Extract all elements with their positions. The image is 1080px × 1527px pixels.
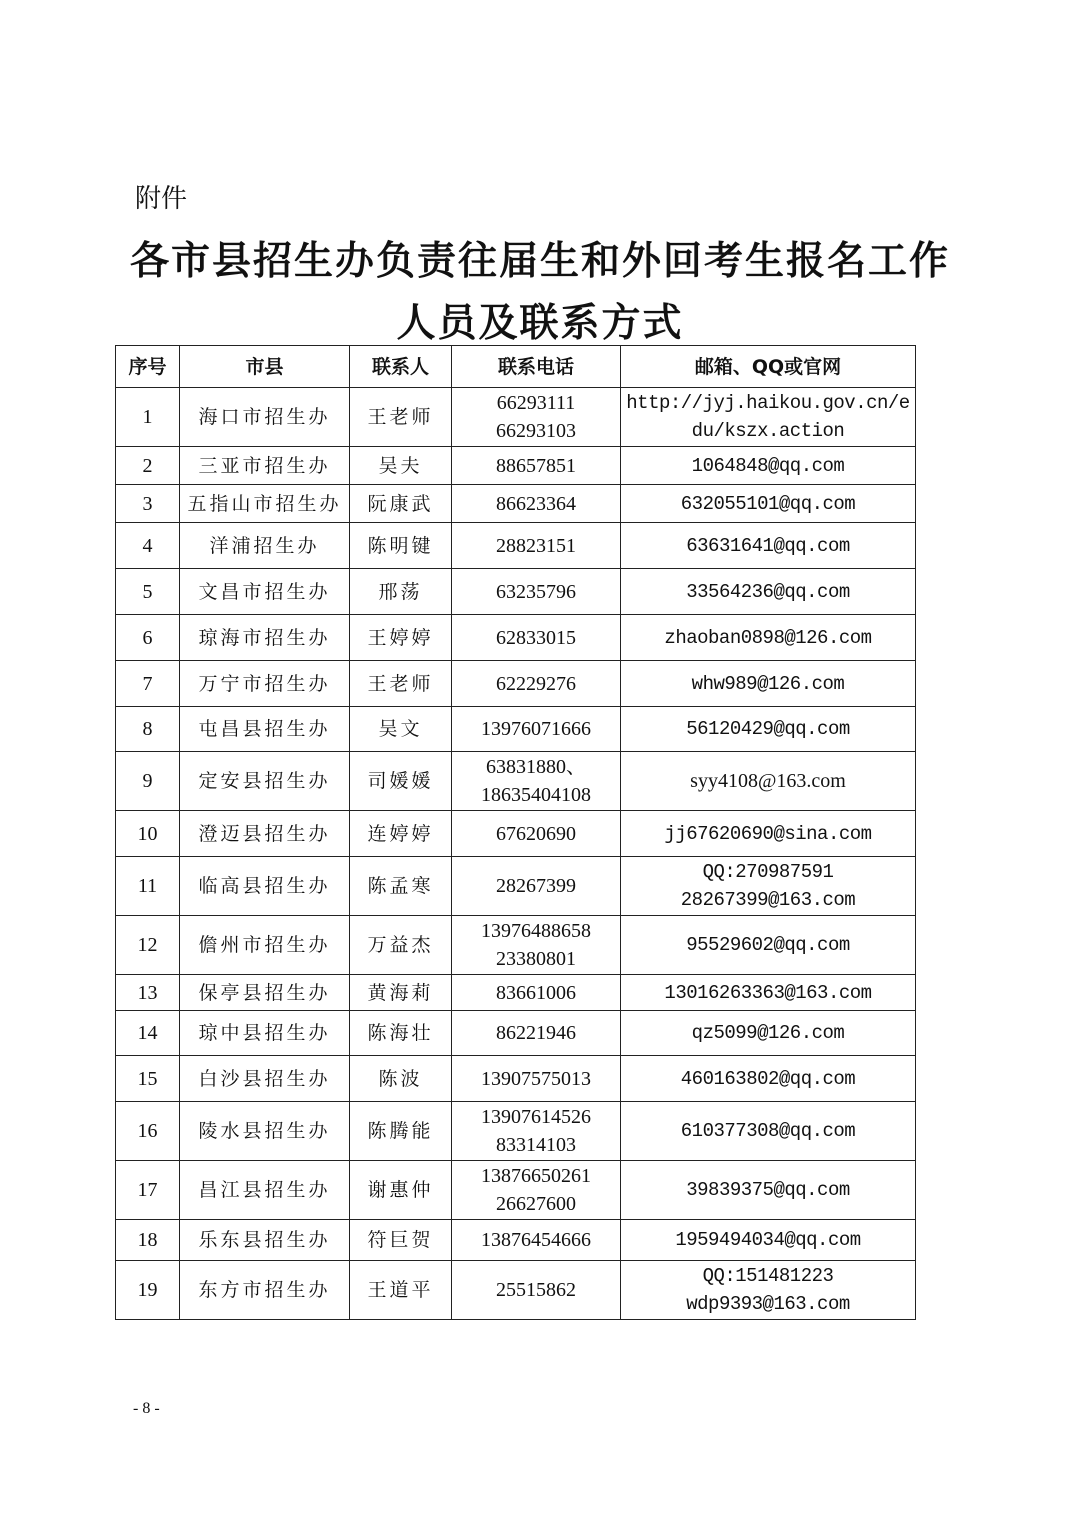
table-row bbox=[116, 975, 916, 1011]
table-row bbox=[116, 615, 916, 661]
cell-phone bbox=[452, 1011, 621, 1056]
table-row bbox=[116, 707, 916, 752]
cell-email bbox=[621, 569, 916, 615]
cell-email bbox=[621, 752, 916, 811]
cell-no: 11 bbox=[116, 857, 180, 916]
cell-city: 临高县招生办 bbox=[180, 857, 350, 916]
cell-phone-line: 26627600 bbox=[496, 1193, 576, 1215]
cell-email-line: syy4108@163.com bbox=[690, 770, 846, 792]
cell-email bbox=[621, 916, 916, 975]
cell-phone bbox=[452, 485, 621, 523]
cell-no: 16 bbox=[116, 1102, 180, 1161]
cell-person: 陈腾能 bbox=[350, 1102, 452, 1161]
cell-email-line: 39839375@qq.com bbox=[686, 1179, 850, 1201]
cell-city: 定安县招生办 bbox=[180, 752, 350, 811]
cell-email bbox=[621, 447, 916, 485]
cell-city: 陵水县招生办 bbox=[180, 1102, 350, 1161]
header-person: 联系人 bbox=[350, 346, 452, 388]
cell-email-line: qz5099@126.com bbox=[691, 1022, 845, 1044]
cell-phone bbox=[452, 1220, 621, 1261]
cell-city: 澄迈县招生办 bbox=[180, 811, 350, 857]
cell-email bbox=[621, 485, 916, 523]
cell-no: 2 bbox=[116, 447, 180, 485]
cell-person: 吴文 bbox=[350, 707, 452, 752]
attachment-label: 附件 bbox=[135, 184, 188, 214]
cell-phone bbox=[452, 661, 621, 707]
cell-city: 昌江县招生办 bbox=[180, 1161, 350, 1220]
cell-no: 4 bbox=[116, 523, 180, 569]
cell-phone-line: 67620690 bbox=[496, 822, 576, 845]
cell-email-line: zhaoban0898@126.com bbox=[664, 626, 872, 649]
cell-phone bbox=[452, 752, 621, 811]
cell-phone-line: 62229276 bbox=[496, 672, 576, 695]
cell-phone bbox=[452, 1102, 621, 1161]
cell-phone-line: 83314103 bbox=[496, 1134, 576, 1156]
cell-no: 15 bbox=[116, 1056, 180, 1102]
cell-no: 6 bbox=[116, 615, 180, 661]
cell-phone-line: 13907575013 bbox=[481, 1067, 591, 1090]
cell-person: 吴夫 bbox=[350, 447, 452, 485]
table-row bbox=[116, 1220, 916, 1261]
table-row bbox=[116, 569, 916, 615]
cell-email-line: jj67620690@sina.com bbox=[664, 822, 872, 845]
header-email: 邮箱、QQ或官网 bbox=[621, 346, 916, 388]
cell-city: 文昌市招生办 bbox=[180, 569, 350, 615]
table-row bbox=[116, 485, 916, 523]
cell-email-line: 33564236@qq.com bbox=[686, 580, 850, 603]
cell-email-line: 63631641@qq.com bbox=[686, 534, 850, 557]
cell-person: 陈明键 bbox=[350, 523, 452, 569]
cell-email bbox=[621, 707, 916, 752]
cell-no: 10 bbox=[116, 811, 180, 857]
cell-city: 保亭县招生办 bbox=[180, 975, 350, 1011]
cell-email-line: wdp9393@163.com bbox=[686, 1293, 850, 1315]
cell-email-line: 632055101@qq.com bbox=[680, 492, 856, 515]
table-row bbox=[116, 1261, 916, 1320]
cell-no: 8 bbox=[116, 707, 180, 752]
cell-phone bbox=[452, 916, 621, 975]
cell-person: 符巨贺 bbox=[350, 1220, 452, 1261]
cell-city: 五指山市招生办 bbox=[180, 485, 350, 523]
cell-email-line: 610377308@qq.com bbox=[680, 1120, 856, 1142]
cell-phone-line: 13976488658 bbox=[481, 920, 591, 942]
cell-person: 陈波 bbox=[350, 1056, 452, 1102]
cell-phone-line: 13907614526 bbox=[481, 1106, 591, 1128]
cell-city: 白沙县招生办 bbox=[180, 1056, 350, 1102]
cell-email bbox=[621, 1056, 916, 1102]
cell-no: 5 bbox=[116, 569, 180, 615]
cell-phone bbox=[452, 615, 621, 661]
cell-phone-line: 28823151 bbox=[496, 534, 576, 557]
cell-person: 阮康武 bbox=[350, 485, 452, 523]
cell-email bbox=[621, 1220, 916, 1261]
cell-phone bbox=[452, 447, 621, 485]
cell-phone bbox=[452, 569, 621, 615]
cell-city: 洋浦招生办 bbox=[180, 523, 350, 569]
cell-phone-line: 86623364 bbox=[496, 492, 576, 515]
cell-email bbox=[621, 1011, 916, 1056]
cell-phone-line: 23380801 bbox=[496, 948, 576, 970]
cell-phone-line: 13876650261 bbox=[481, 1165, 591, 1187]
cell-person: 万益杰 bbox=[350, 916, 452, 975]
cell-phone bbox=[452, 811, 621, 857]
cell-email bbox=[621, 615, 916, 661]
cell-no: 12 bbox=[116, 916, 180, 975]
cell-city: 东方市招生办 bbox=[180, 1261, 350, 1320]
table-row bbox=[116, 1056, 916, 1102]
cell-person: 陈孟寒 bbox=[350, 857, 452, 916]
cell-phone bbox=[452, 975, 621, 1011]
cell-phone-line: 25515862 bbox=[496, 1279, 576, 1301]
cell-city: 三亚市招生办 bbox=[180, 447, 350, 485]
cell-email bbox=[621, 1102, 916, 1161]
contact-table bbox=[115, 345, 916, 1320]
cell-phone-line: 18635404108 bbox=[481, 784, 591, 806]
cell-phone-line: 28267399 bbox=[496, 875, 576, 897]
cell-email-line: 28267399@163.com bbox=[680, 889, 856, 911]
cell-phone-line: 83661006 bbox=[496, 981, 576, 1004]
cell-phone bbox=[452, 388, 621, 447]
cell-no: 7 bbox=[116, 661, 180, 707]
cell-phone-line: 13876454666 bbox=[481, 1229, 591, 1251]
cell-person: 连婷婷 bbox=[350, 811, 452, 857]
cell-email-line: 1959494034@qq.com bbox=[675, 1229, 861, 1251]
cell-no: 19 bbox=[116, 1261, 180, 1320]
table-row bbox=[116, 447, 916, 485]
cell-email bbox=[621, 857, 916, 916]
cell-email-line: 1064848@qq.com bbox=[691, 454, 845, 477]
cell-person: 谢惠仲 bbox=[350, 1161, 452, 1220]
cell-phone bbox=[452, 523, 621, 569]
cell-no: 18 bbox=[116, 1220, 180, 1261]
document-title-line1: 各市县招生办负责往届生和外回考生报名工作 bbox=[129, 239, 950, 284]
table-row bbox=[116, 1011, 916, 1056]
cell-email bbox=[621, 1161, 916, 1220]
table-row bbox=[116, 1102, 916, 1161]
cell-city: 琼中县招生办 bbox=[180, 1011, 350, 1056]
cell-phone bbox=[452, 857, 621, 916]
page-number: - 8 - bbox=[133, 1400, 160, 1417]
document-title-line2: 人员及联系方式 bbox=[396, 301, 684, 346]
header-phone: 联系电话 bbox=[452, 346, 621, 388]
cell-email-line: http://jyj.haikou.gov.cn/e bbox=[626, 392, 910, 414]
cell-person: 邢荡 bbox=[350, 569, 452, 615]
cell-phone-line: 66293111 bbox=[496, 392, 576, 414]
cell-city: 屯昌县招生办 bbox=[180, 707, 350, 752]
cell-phone-line: 66293103 bbox=[496, 420, 576, 442]
cell-email-line: 13016263363@163.com bbox=[664, 981, 872, 1004]
cell-person: 王婷婷 bbox=[350, 615, 452, 661]
cell-phone bbox=[452, 707, 621, 752]
cell-email-line: 95529602@qq.com bbox=[686, 934, 850, 956]
table-row bbox=[116, 857, 916, 916]
cell-email-line: 56120429@qq.com bbox=[686, 718, 850, 740]
cell-email bbox=[621, 811, 916, 857]
table-row bbox=[116, 388, 916, 447]
cell-email bbox=[621, 523, 916, 569]
cell-phone-line: 62833015 bbox=[496, 626, 576, 649]
cell-person: 王老师 bbox=[350, 388, 452, 447]
cell-email-line: whw989@126.com bbox=[691, 672, 845, 695]
cell-email-line: 460163802@qq.com bbox=[680, 1067, 856, 1090]
cell-no: 17 bbox=[116, 1161, 180, 1220]
cell-phone-line: 13976071666 bbox=[481, 718, 591, 740]
cell-city: 琼海市招生办 bbox=[180, 615, 350, 661]
table-row bbox=[116, 752, 916, 811]
cell-person: 陈海壮 bbox=[350, 1011, 452, 1056]
cell-email bbox=[621, 975, 916, 1011]
cell-no: 14 bbox=[116, 1011, 180, 1056]
cell-city: 海口市招生办 bbox=[180, 388, 350, 447]
table-row bbox=[116, 523, 916, 569]
header-no: 序号 bbox=[116, 346, 180, 388]
cell-no: 9 bbox=[116, 752, 180, 811]
cell-person: 王道平 bbox=[350, 1261, 452, 1320]
cell-phone bbox=[452, 1161, 621, 1220]
cell-email-line: du/kszx.action bbox=[691, 420, 845, 442]
header-city: 市县 bbox=[180, 346, 350, 388]
cell-email-line: QQ:151481223 bbox=[702, 1265, 834, 1287]
cell-phone-line: 63831880、 bbox=[486, 756, 586, 778]
table-row bbox=[116, 1161, 916, 1220]
table-header-row bbox=[116, 346, 916, 388]
cell-person: 黄海莉 bbox=[350, 975, 452, 1011]
cell-email bbox=[621, 1261, 916, 1320]
cell-city: 儋州市招生办 bbox=[180, 916, 350, 975]
cell-no: 3 bbox=[116, 485, 180, 523]
cell-city: 乐东县招生办 bbox=[180, 1220, 350, 1261]
cell-phone-line: 86221946 bbox=[496, 1022, 576, 1044]
cell-city: 万宁市招生办 bbox=[180, 661, 350, 707]
cell-email bbox=[621, 388, 916, 447]
cell-email-line: QQ:270987591 bbox=[702, 861, 834, 883]
cell-phone bbox=[452, 1261, 621, 1320]
cell-person: 司媛媛 bbox=[350, 752, 452, 811]
cell-phone bbox=[452, 1056, 621, 1102]
table-row bbox=[116, 661, 916, 707]
cell-email bbox=[621, 661, 916, 707]
cell-no: 13 bbox=[116, 975, 180, 1011]
table-row bbox=[116, 916, 916, 975]
cell-phone-line: 88657851 bbox=[496, 454, 576, 477]
cell-phone-line: 63235796 bbox=[496, 580, 576, 603]
cell-no: 1 bbox=[116, 388, 180, 447]
cell-person: 王老师 bbox=[350, 661, 452, 707]
table-row bbox=[116, 811, 916, 857]
